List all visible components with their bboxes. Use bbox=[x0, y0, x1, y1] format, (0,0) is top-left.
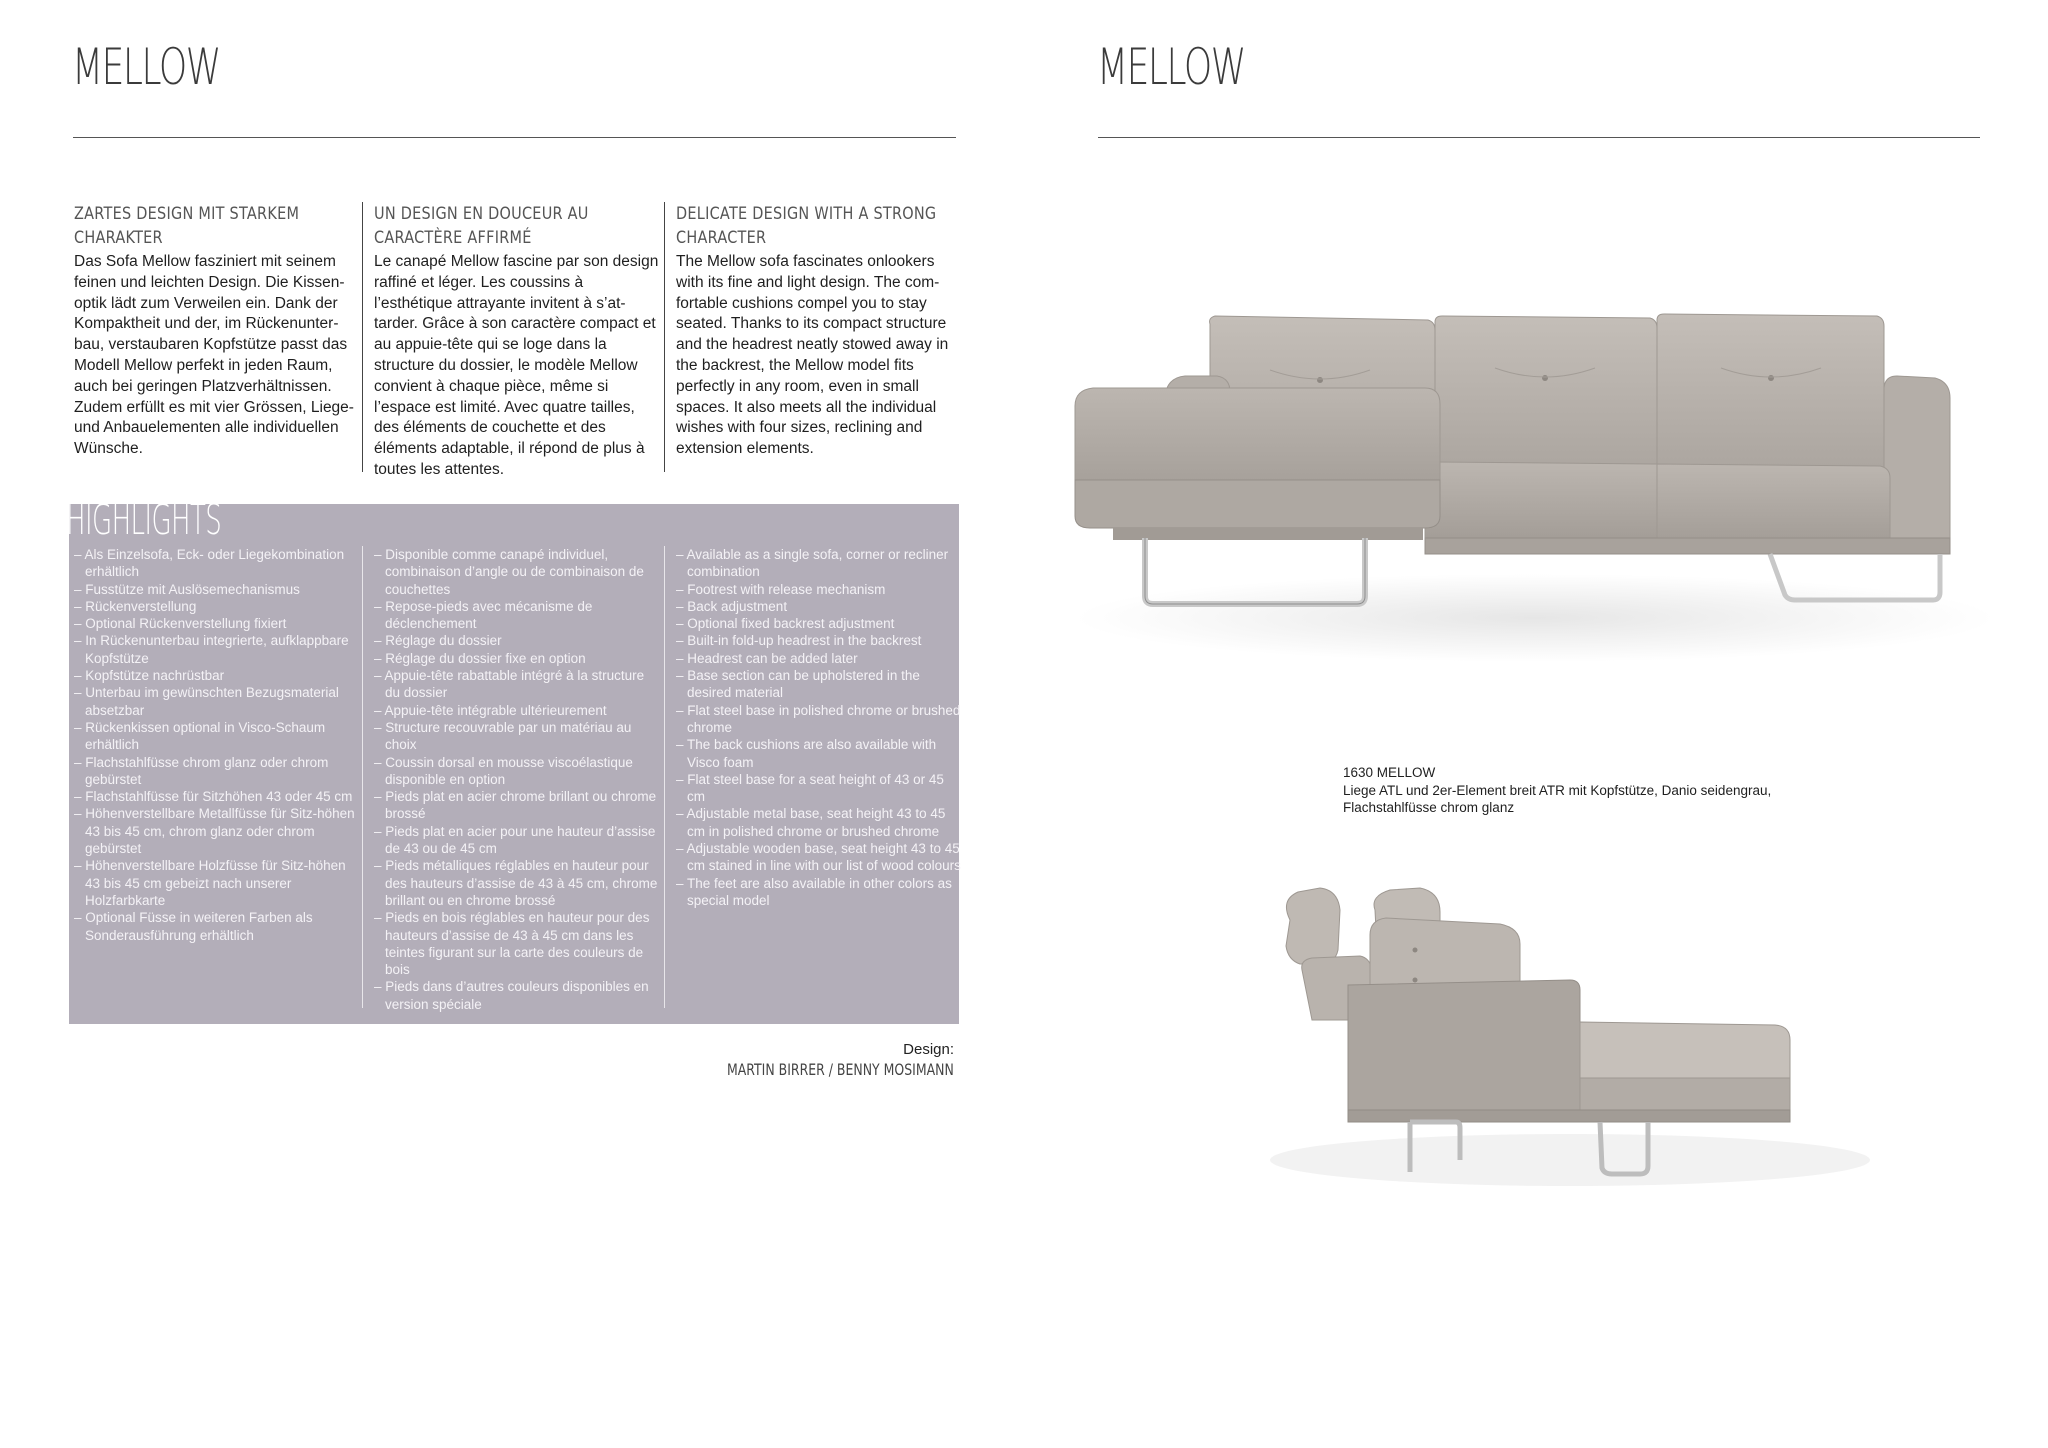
highlight-item-en: – The feet are also available in other colors as special model bbox=[676, 875, 961, 910]
intro-body-de: Das Sofa Mellow fasziniert mit seinem feinen und leichten Design. Die Kissen-optik lädt zum Verweilen ein. Dank der Kompaktheit und der, im Rückenunter-bau, verstaubaren Kopfstütze passt das Modell Mellow perfekt in jeden Raum, auch bei geringen Platzverhältnissen. Zudem erfüllt es mit vier Grössen, Liege- und Anbauelementen alle individuellen Wünsche. bbox=[74, 253, 354, 458]
intro-body-fr: Le canapé Mellow fascine par son design raffiné et léger. Les coussins à l’esthétique attrayante invitent à s’at-tarder. Grâce à son caractère compact et au appuie-tête qui se loge dans la structure du dossier, le modèle Mellow convient à chaque pièce, même si l’espace est limité. Avec quatre tailles, des éléments de couchette et des éléments adaptable, il répond de plus à toutes les attentes. bbox=[374, 253, 659, 478]
highlight-item-fr: – Repose-pieds avec mécanisme de déclenchement bbox=[374, 598, 659, 633]
highlight-item-de: – Flachstahlfüsse chrom glanz oder chrom gebürstet bbox=[74, 754, 359, 789]
highlight-item-fr: – Réglage du dossier fixe en option bbox=[374, 650, 659, 667]
highlights-list-en bbox=[676, 546, 961, 909]
sofa-photo-recliner bbox=[1220, 860, 1880, 1200]
caption-feet: Flachstahlfüsse chrom glanz bbox=[1343, 800, 1515, 816]
caption-model: 1630 MELLOW bbox=[1343, 765, 1436, 780]
highlight-item-en: – Base section can be upholstered in the desired material bbox=[676, 667, 961, 702]
highlight-item-fr: – Pieds en bois réglables en hauteur pour des hauteurs d’assise de 43 à 45 cm dans les teintes figurant sur la carte des couleurs de bois bbox=[374, 909, 659, 978]
intro-heading-en: DELICATE DESIGN WITH A STRONG CHARACTER bbox=[676, 204, 937, 248]
highlight-item-fr: – Appuie-tête intégrable ultérieurement bbox=[374, 702, 659, 719]
intro-column-de bbox=[74, 202, 359, 460]
highlights-divider bbox=[362, 546, 363, 1008]
highlight-item-fr: – Disponible comme canapé individuel, combinaison d’angle ou de combinaison de couchettes bbox=[374, 546, 659, 598]
highlight-item-de: – Optional Füsse in weiteren Farben als Sonderausführung erhältlich bbox=[74, 909, 359, 944]
highlight-item-fr: – Pieds métalliques réglables en hauteur pour des hauteurs d’assise de 43 à 45 cm, chrome brillant ou en chrome brossé bbox=[374, 857, 659, 909]
highlight-item-en: – Built-in fold-up headrest in the backrest bbox=[676, 632, 961, 649]
highlight-item-fr: – Pieds dans d’autres couleurs disponibles en version spéciale bbox=[374, 978, 659, 1013]
highlight-item-en: – Headrest can be added later bbox=[676, 650, 961, 667]
highlight-item-en: – Adjustable wooden base, seat height 43 to 45 cm stained in line with our list of wood colours bbox=[676, 840, 961, 875]
highlight-item-en: – Flat steel base for a seat height of 43 or 45 cm bbox=[676, 771, 961, 806]
highlight-item-de: – Höhenverstellbare Holzfüsse für Sitz-höhen 43 bis 45 cm gebeizt nach unserer Holzfarbkarte bbox=[74, 857, 359, 909]
highlight-item-en: – Back adjustment bbox=[676, 598, 961, 615]
product-caption bbox=[1343, 764, 1771, 817]
intro-column-en bbox=[676, 202, 961, 460]
design-label: Design: bbox=[903, 1041, 954, 1058]
left-page-title: MELLOW bbox=[72, 38, 220, 96]
highlight-item-en: – Footrest with release mechanism bbox=[676, 581, 961, 598]
intro-divider bbox=[664, 202, 665, 472]
highlight-item-de: – Als Einzelsofa, Eck- oder Liegekombination erhältlich bbox=[74, 546, 359, 581]
highlight-item-fr: – Coussin dorsal en mousse viscoélastique disponible en option bbox=[374, 754, 659, 789]
highlight-item-en: – Adjustable metal base, seat height 43 to 45 cm in polished chrome or brushed chrome bbox=[676, 805, 961, 840]
highlight-item-en: – Optional fixed backrest adjustment bbox=[676, 615, 961, 632]
highlight-item-fr: – Structure recouvrable par un matériau au choix bbox=[374, 719, 659, 754]
left-header-rule bbox=[73, 137, 956, 138]
intro-heading-de: ZARTES DESIGN MIT STARKEM CHARAKTER bbox=[74, 204, 300, 248]
intro-column-fr bbox=[374, 202, 659, 481]
highlight-item-en: – Flat steel base in polished chrome or brushed chrome bbox=[676, 702, 961, 737]
right-page-title: MELLOW bbox=[1097, 38, 1245, 96]
highlight-item-fr: – Pieds plat en acier pour une hauteur d’assise de 43 ou de 45 cm bbox=[374, 823, 659, 858]
highlight-item-de: – Unterbau im gewünschten Bezugsmaterial absetzbar bbox=[74, 684, 359, 719]
highlight-item-en: – The back cushions are also available with Visco foam bbox=[676, 736, 961, 771]
intro-heading-fr: UN DESIGN EN DOUCEUR AU CARACTÈRE AFFIRMÉ bbox=[374, 204, 589, 248]
highlight-item-de: – Fusstütze mit Auslösemechanismus bbox=[74, 581, 359, 598]
right-header-rule bbox=[1098, 137, 1980, 138]
sofa-photo-corner bbox=[1045, 280, 2005, 680]
highlight-item-fr: – Appuie-tête rabattable intégré à la structure du dossier bbox=[374, 667, 659, 702]
highlights-list-de bbox=[74, 546, 359, 944]
highlight-item-de: – In Rückenunterbau integrierte, aufklappbare Kopfstütze bbox=[74, 632, 359, 667]
designers-credit: MARTIN BIRRER / BENNY MOSIMANN bbox=[727, 1060, 954, 1079]
highlight-item-de: – Flachstahlfüsse für Sitzhöhen 43 oder 45 cm bbox=[74, 788, 359, 805]
highlight-item-de: – Rückenkissen optional in Visco-Schaum erhältlich bbox=[74, 719, 359, 754]
highlights-list-fr bbox=[374, 546, 659, 1013]
highlight-item-de: – Rückenverstellung bbox=[74, 598, 359, 615]
highlight-item-de: – Höhenverstellbare Metallfüsse für Sitz-höhen 43 bis 45 cm, chrom glanz oder chrom gebürstet bbox=[74, 805, 359, 857]
highlight-item-en: – Available as a single sofa, corner or recliner combination bbox=[676, 546, 961, 581]
highlights-title: HIGHLIGHTS bbox=[66, 495, 222, 544]
highlight-item-de: – Kopfstütze nachrüstbar bbox=[74, 667, 359, 684]
intro-divider bbox=[362, 202, 363, 472]
highlight-item-fr: – Pieds plat en acier chrome brillant ou chrome brossé bbox=[374, 788, 659, 823]
caption-description: Liege ATL und 2er-Element breit ATR mit Kopfstütze, Danio seidengrau, bbox=[1343, 782, 1772, 798]
intro-body-en: The Mellow sofa fascinates onlookers with its fine and light design. The com-fortable cushions compel you to stay seated. Thanks to its compact structure and the headrest neatly stowed away in the backrest, the Mellow model fits perfectly in any room, even in small spaces. It also meets all the individual wishes with four sizes, reclining and extension elements. bbox=[676, 253, 949, 458]
highlight-item-de: – Optional Rückenverstellung fixiert bbox=[74, 615, 359, 632]
highlights-divider bbox=[664, 546, 665, 1008]
highlight-item-fr: – Réglage du dossier bbox=[374, 632, 659, 649]
